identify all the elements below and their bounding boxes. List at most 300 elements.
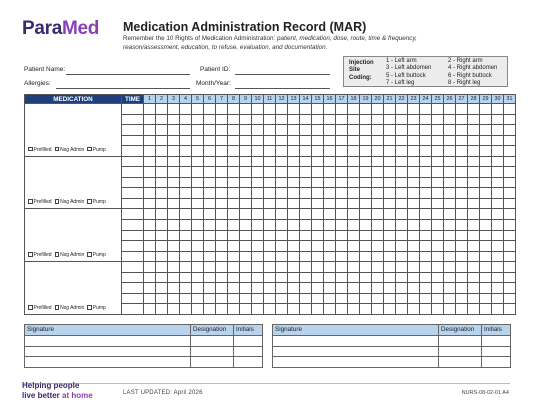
day-cell[interactable] [420,177,432,188]
day-cell[interactable] [156,177,168,188]
day-cell[interactable] [228,272,240,283]
day-cell[interactable] [408,198,420,209]
day-cell[interactable] [276,146,288,157]
day-cell[interactable] [192,251,204,262]
day-cell[interactable] [396,209,408,220]
day-cell[interactable] [276,198,288,209]
day-cell[interactable] [156,135,168,146]
day-cell[interactable] [480,293,492,304]
day-cell[interactable] [144,104,156,115]
day-cell[interactable] [168,104,180,115]
day-cell[interactable] [204,114,216,125]
day-cell[interactable] [504,241,516,252]
day-cell[interactable] [240,167,252,178]
day-cell[interactable] [504,262,516,273]
day-cell[interactable] [300,125,312,136]
day-cell[interactable] [228,146,240,157]
day-cell[interactable] [444,251,456,262]
day-cell[interactable] [228,198,240,209]
day-cell[interactable] [468,209,480,220]
day-cell[interactable] [408,209,420,220]
checkbox[interactable] [28,199,33,204]
day-cell[interactable] [252,156,264,167]
day-cell[interactable] [264,304,276,315]
day-cell[interactable] [276,177,288,188]
day-cell[interactable] [228,114,240,125]
day-cell[interactable] [456,293,468,304]
day-cell[interactable] [444,114,456,125]
day-cell[interactable] [240,220,252,231]
day-cell[interactable] [264,188,276,199]
day-cell[interactable] [204,304,216,315]
day-cell[interactable] [372,293,384,304]
day-cell[interactable] [216,188,228,199]
day-cell[interactable] [468,262,480,273]
checkbox[interactable] [87,305,92,310]
day-cell[interactable] [444,188,456,199]
day-cell[interactable] [192,304,204,315]
day-cell[interactable] [168,146,180,157]
day-cell[interactable] [468,293,480,304]
day-cell[interactable] [276,167,288,178]
day-cell[interactable] [204,209,216,220]
day-cell[interactable] [324,167,336,178]
day-cell[interactable] [384,272,396,283]
day-cell[interactable] [408,304,420,315]
day-cell[interactable] [336,262,348,273]
day-cell[interactable] [384,156,396,167]
day-cell[interactable] [156,272,168,283]
day-cell[interactable] [252,198,264,209]
day-cell[interactable] [336,230,348,241]
day-cell[interactable] [360,304,372,315]
day-cell[interactable] [312,304,324,315]
day-cell[interactable] [192,209,204,220]
day-cell[interactable] [288,114,300,125]
day-cell[interactable] [192,262,204,273]
day-cell[interactable] [276,125,288,136]
day-cell[interactable] [384,188,396,199]
day-cell[interactable] [420,251,432,262]
day-cell[interactable] [168,304,180,315]
day-cell[interactable] [420,293,432,304]
day-cell[interactable] [372,188,384,199]
day-cell[interactable] [144,251,156,262]
day-cell[interactable] [336,241,348,252]
day-cell[interactable] [348,114,360,125]
day-cell[interactable] [432,262,444,273]
day-cell[interactable] [408,135,420,146]
time-cell[interactable] [122,146,144,157]
day-cell[interactable] [468,220,480,231]
day-cell[interactable] [396,304,408,315]
day-cell[interactable] [324,188,336,199]
day-cell[interactable] [216,230,228,241]
day-cell[interactable] [204,220,216,231]
day-cell[interactable] [312,220,324,231]
day-cell[interactable] [444,304,456,315]
day-cell[interactable] [456,251,468,262]
day-cell[interactable] [252,146,264,157]
day-cell[interactable] [384,304,396,315]
day-cell[interactable] [396,188,408,199]
day-cell[interactable] [204,125,216,136]
day-cell[interactable] [336,156,348,167]
day-cell[interactable] [300,293,312,304]
day-cell[interactable] [408,146,420,157]
day-cell[interactable] [372,177,384,188]
day-cell[interactable] [252,230,264,241]
day-cell[interactable] [396,293,408,304]
day-cell[interactable] [216,114,228,125]
day-cell[interactable] [228,177,240,188]
day-cell[interactable] [252,293,264,304]
day-cell[interactable] [288,104,300,115]
day-cell[interactable] [420,156,432,167]
day-cell[interactable] [180,156,192,167]
day-cell[interactable] [384,104,396,115]
initials-cell[interactable] [234,346,263,357]
day-cell[interactable] [348,125,360,136]
day-cell[interactable] [228,125,240,136]
day-cell[interactable] [360,167,372,178]
day-cell[interactable] [348,188,360,199]
day-cell[interactable] [288,304,300,315]
day-cell[interactable] [228,241,240,252]
day-cell[interactable] [444,272,456,283]
day-cell[interactable] [504,251,516,262]
checkbox[interactable] [28,147,33,152]
day-cell[interactable] [240,272,252,283]
day-cell[interactable] [504,220,516,231]
day-cell[interactable] [396,241,408,252]
med-option[interactable] [87,199,106,205]
day-cell[interactable] [144,241,156,252]
signature-cell[interactable] [25,357,191,368]
day-cell[interactable] [300,251,312,262]
designation-cell[interactable] [439,357,482,368]
day-cell[interactable] [264,135,276,146]
med-option[interactable] [28,305,52,311]
day-cell[interactable] [168,177,180,188]
day-cell[interactable] [228,135,240,146]
day-cell[interactable] [216,146,228,157]
day-cell[interactable] [180,114,192,125]
day-cell[interactable] [156,293,168,304]
day-cell[interactable] [396,272,408,283]
day-cell[interactable] [216,135,228,146]
day-cell[interactable] [180,241,192,252]
day-cell[interactable] [336,251,348,262]
day-cell[interactable] [288,198,300,209]
med-option[interactable] [55,252,85,258]
day-cell[interactable] [204,198,216,209]
day-cell[interactable] [324,272,336,283]
day-cell[interactable] [492,135,504,146]
day-cell[interactable] [480,262,492,273]
day-cell[interactable] [264,146,276,157]
day-cell[interactable] [312,241,324,252]
day-cell[interactable] [372,241,384,252]
day-cell[interactable] [240,146,252,157]
day-cell[interactable] [480,209,492,220]
day-cell[interactable] [192,230,204,241]
day-cell[interactable] [348,251,360,262]
day-cell[interactable] [492,251,504,262]
day-cell[interactable] [324,104,336,115]
day-cell[interactable] [360,156,372,167]
day-cell[interactable] [180,188,192,199]
day-cell[interactable] [372,104,384,115]
day-cell[interactable] [492,188,504,199]
day-cell[interactable] [456,304,468,315]
day-cell[interactable] [432,177,444,188]
day-cell[interactable] [312,230,324,241]
day-cell[interactable] [288,251,300,262]
day-cell[interactable] [144,293,156,304]
day-cell[interactable] [156,156,168,167]
day-cell[interactable] [240,262,252,273]
day-cell[interactable] [468,104,480,115]
day-cell[interactable] [348,230,360,241]
day-cell[interactable] [456,220,468,231]
day-cell[interactable] [312,156,324,167]
day-cell[interactable] [252,209,264,220]
day-cell[interactable] [300,198,312,209]
day-cell[interactable] [372,209,384,220]
day-cell[interactable] [492,220,504,231]
signature-cell[interactable] [273,346,439,357]
time-cell[interactable] [122,209,144,220]
time-cell[interactable] [122,304,144,315]
day-cell[interactable] [264,114,276,125]
day-cell[interactable] [480,304,492,315]
day-cell[interactable] [168,135,180,146]
day-cell[interactable] [288,156,300,167]
day-cell[interactable] [456,262,468,273]
day-cell[interactable] [228,293,240,304]
day-cell[interactable] [456,177,468,188]
day-cell[interactable] [264,156,276,167]
day-cell[interactable] [192,188,204,199]
day-cell[interactable] [372,156,384,167]
day-cell[interactable] [492,241,504,252]
day-cell[interactable] [396,135,408,146]
day-cell[interactable] [456,283,468,294]
day-cell[interactable] [468,272,480,283]
day-cell[interactable] [288,262,300,273]
day-cell[interactable] [420,135,432,146]
day-cell[interactable] [420,230,432,241]
day-cell[interactable] [324,262,336,273]
day-cell[interactable] [420,188,432,199]
day-cell[interactable] [204,251,216,262]
day-cell[interactable] [252,220,264,231]
day-cell[interactable] [444,198,456,209]
day-cell[interactable] [204,188,216,199]
day-cell[interactable] [216,283,228,294]
day-cell[interactable] [348,209,360,220]
day-cell[interactable] [240,104,252,115]
day-cell[interactable] [504,156,516,167]
day-cell[interactable] [360,114,372,125]
day-cell[interactable] [144,220,156,231]
day-cell[interactable] [372,251,384,262]
time-cell[interactable] [122,220,144,231]
med-option[interactable] [28,147,52,153]
day-cell[interactable] [420,262,432,273]
day-cell[interactable] [444,156,456,167]
day-cell[interactable] [240,125,252,136]
checkbox[interactable] [55,199,60,204]
day-cell[interactable] [420,283,432,294]
day-cell[interactable] [408,125,420,136]
day-cell[interactable] [384,146,396,157]
day-cell[interactable] [276,293,288,304]
day-cell[interactable] [180,293,192,304]
signature-cell[interactable] [273,335,439,346]
day-cell[interactable] [300,241,312,252]
day-cell[interactable] [420,198,432,209]
day-cell[interactable] [216,251,228,262]
checkbox[interactable] [87,147,92,152]
day-cell[interactable] [144,167,156,178]
day-cell[interactable] [264,251,276,262]
day-cell[interactable] [228,262,240,273]
day-cell[interactable] [324,114,336,125]
day-cell[interactable] [504,283,516,294]
day-cell[interactable] [456,104,468,115]
day-cell[interactable] [204,135,216,146]
day-cell[interactable] [204,283,216,294]
day-cell[interactable] [408,251,420,262]
day-cell[interactable] [180,262,192,273]
day-cell[interactable] [312,104,324,115]
day-cell[interactable] [348,220,360,231]
time-cell[interactable] [122,251,144,262]
day-cell[interactable] [468,198,480,209]
day-cell[interactable] [384,198,396,209]
day-cell[interactable] [264,293,276,304]
day-cell[interactable] [288,220,300,231]
signature-cell[interactable] [25,335,191,346]
day-cell[interactable] [216,272,228,283]
day-cell[interactable] [360,241,372,252]
day-cell[interactable] [348,241,360,252]
day-cell[interactable] [228,304,240,315]
day-cell[interactable] [312,135,324,146]
day-cell[interactable] [348,135,360,146]
day-cell[interactable] [324,293,336,304]
day-cell[interactable] [228,167,240,178]
day-cell[interactable] [492,209,504,220]
day-cell[interactable] [420,220,432,231]
day-cell[interactable] [504,230,516,241]
day-cell[interactable] [396,146,408,157]
day-cell[interactable] [504,135,516,146]
day-cell[interactable] [264,272,276,283]
day-cell[interactable] [336,146,348,157]
day-cell[interactable] [312,283,324,294]
checkbox[interactable] [55,147,60,152]
day-cell[interactable] [420,167,432,178]
day-cell[interactable] [348,198,360,209]
day-cell[interactable] [168,293,180,304]
medication-cell[interactable] [25,104,122,157]
day-cell[interactable] [348,272,360,283]
day-cell[interactable] [300,304,312,315]
day-cell[interactable] [444,293,456,304]
day-cell[interactable] [408,241,420,252]
day-cell[interactable] [408,156,420,167]
day-cell[interactable] [240,304,252,315]
day-cell[interactable] [168,230,180,241]
day-cell[interactable] [300,272,312,283]
day-cell[interactable] [504,304,516,315]
day-cell[interactable] [144,230,156,241]
day-cell[interactable] [300,177,312,188]
day-cell[interactable] [312,198,324,209]
day-cell[interactable] [492,304,504,315]
day-cell[interactable] [264,209,276,220]
day-cell[interactable] [408,167,420,178]
day-cell[interactable] [228,104,240,115]
day-cell[interactable] [384,177,396,188]
day-cell[interactable] [468,177,480,188]
day-cell[interactable] [360,188,372,199]
day-cell[interactable] [156,209,168,220]
day-cell[interactable] [504,188,516,199]
day-cell[interactable] [504,167,516,178]
day-cell[interactable] [156,104,168,115]
day-cell[interactable] [456,209,468,220]
day-cell[interactable] [468,283,480,294]
day-cell[interactable] [480,220,492,231]
day-cell[interactable] [156,262,168,273]
day-cell[interactable] [240,177,252,188]
med-option[interactable] [87,252,106,258]
day-cell[interactable] [336,209,348,220]
day-cell[interactable] [312,167,324,178]
day-cell[interactable] [144,198,156,209]
day-cell[interactable] [300,209,312,220]
day-cell[interactable] [180,198,192,209]
day-cell[interactable] [264,241,276,252]
checkbox[interactable] [28,305,33,310]
day-cell[interactable] [312,188,324,199]
med-option[interactable] [28,199,52,205]
day-cell[interactable] [240,188,252,199]
day-cell[interactable] [252,104,264,115]
day-cell[interactable] [408,188,420,199]
day-cell[interactable] [348,167,360,178]
day-cell[interactable] [396,177,408,188]
day-cell[interactable] [384,125,396,136]
day-cell[interactable] [276,241,288,252]
day-cell[interactable] [372,230,384,241]
day-cell[interactable] [264,198,276,209]
day-cell[interactable] [480,241,492,252]
day-cell[interactable] [144,272,156,283]
day-cell[interactable] [480,188,492,199]
day-cell[interactable] [288,135,300,146]
day-cell[interactable] [408,220,420,231]
med-option[interactable] [87,305,106,311]
day-cell[interactable] [444,125,456,136]
day-cell[interactable] [252,283,264,294]
day-cell[interactable] [504,209,516,220]
day-cell[interactable] [372,135,384,146]
